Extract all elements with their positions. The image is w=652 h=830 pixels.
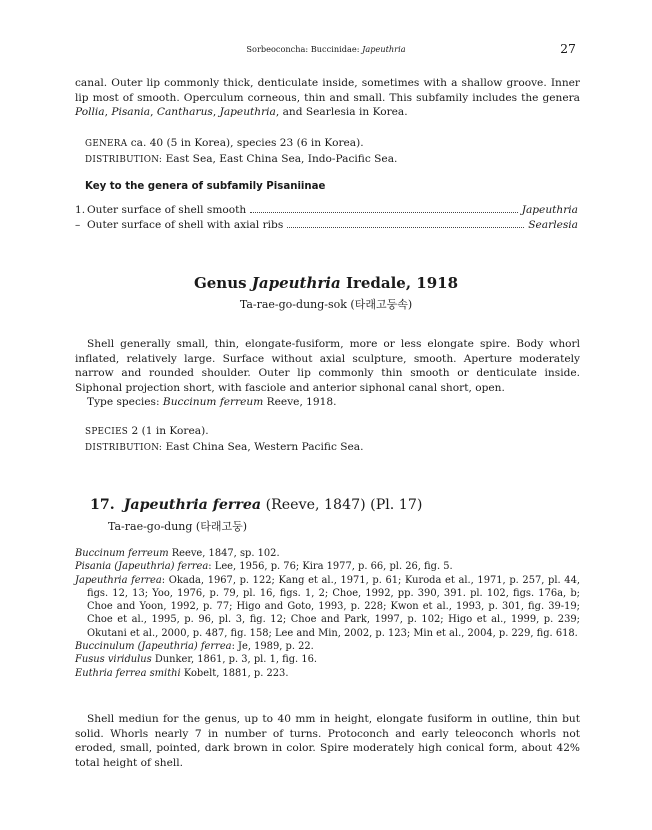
synonymy-list [75, 547, 580, 680]
distribution-label: DISTRIBUTION: [85, 442, 163, 453]
species-title: 17. Japeuthria ferrea (Reeve, 1847) (Pl. 17) [90, 497, 423, 513]
intro-paragraph: canal. Outer lip commonly thick, denticulate inside, sometimes with a shallow groove. Inner lip most of smooth. Operculum corneous, thin and small. This subfamily includes the genera Pollia, Pisania, Cantharus, Japeuthria, and Searlesia in Korea. [75, 77, 580, 119]
synonym-entry: Japeuthria ferrea: Okada, 1967, p. 122; Kang et al., 1971, p. 61; Kuroda et al., 1971, p. 257, pl. 44, figs. 12, 13; Yoo, 1976, p. 79, pl. 16, figs. 1, 2; Choe, 1992, pp. 390, 391. pl. 102, figs. 176a, b; Choe and Yoon, 1992, p. 77; Higo and Goto, 1993, p. 228; Kwon et al., 1993, p. 301, fig. 39-19; Choe et al., 1995, p. 96, pl. 3, fig. 12; Choe and Park, 1997, p. 102; Higo et al., 1999, p. 239; Okutani et al., 2000, p. 487, fig. 158; Lee and Min, 2002, p. 123; Min et al., 2004, p. 229, fig. 618. [75, 574, 581, 639]
subfamily-stats: GENERA ca. 40 (5 in Korea), species 23 (6 in Korea). DISTRIBUTION: East Sea, East China Sea, Indo-Pacific Sea. [85, 137, 398, 165]
synonym-entry: Fusus viridulus Dunker, 1861, p. 3, pl. 1, fig. 16. [75, 654, 318, 666]
key-row: 1. Outer surface of shell smooth Japeuthria [75, 204, 578, 216]
genus-korean-name: Ta-rae-go-dung-sok (타래고둥속) [239, 298, 413, 311]
key-row: – Outer surface of shell with axial ribs Searlesia [75, 219, 578, 231]
synonym-entry: Euthria ferrea smithi Kobelt, 1881, p. 223. [75, 667, 289, 679]
synonym-entry: Pisania (Japeuthria) ferrea: Lee, 1956, p. 76; Kira 1977, p. 66, pl. 26, fig. 5. [75, 561, 453, 573]
species-label: SPECIES [85, 427, 129, 437]
genus-title: Genus Japeuthria Iredale, 1918 [193, 274, 459, 292]
distribution-label: DISTRIBUTION: [85, 154, 163, 165]
key-leader-dots [250, 211, 517, 213]
running-head-title: Sorbeoconcha: Buccinidae: Japeuthria [246, 44, 406, 54]
synonym-entry: Buccinulum (Japeuthria) ferrea: Je, 1989, p. 22. [75, 641, 314, 653]
synonym-entry: Buccinum ferreum Reeve, 1847, sp. 102. [75, 548, 280, 559]
genera-label: GENERA [85, 139, 128, 149]
key-title: Key to the genera of subfamily Pisaniinae [85, 181, 326, 192]
genus-description: Shell generally small, thin, elongate-fusiform, more or less elongate spire. Body whorl inflated, relatively large. Surface without axial sculpture, smooth. Aperture moderately narrow and rounded shoulder. Outer lip commonly thin smooth or denticulate inside. Siphonal projection short, with fasciole and anterior siphonal canal short, open. Type species: Buccinum ferreum Reeve, 1918. [75, 338, 580, 409]
species-description: Shell mediun for the genus, up to 40 mm in height, elongate fusiform in outline, thin but solid. Whorls nearly 7 in number of turns. Protoconch and early teleoconch whorls not eroded, small, pointed, dark brown in color. Spire moderately high conical form, about 42% total height of shell. [75, 713, 580, 769]
page-number: 27 [560, 41, 576, 56]
species-korean-name: Ta-rae-go-dung (타래고둥) [108, 520, 248, 533]
key-leader-dots [287, 226, 524, 228]
genus-stats: SPECIES 2 (1 in Korea). DISTRIBUTION: East China Sea, Western Pacific Sea. [85, 425, 364, 453]
